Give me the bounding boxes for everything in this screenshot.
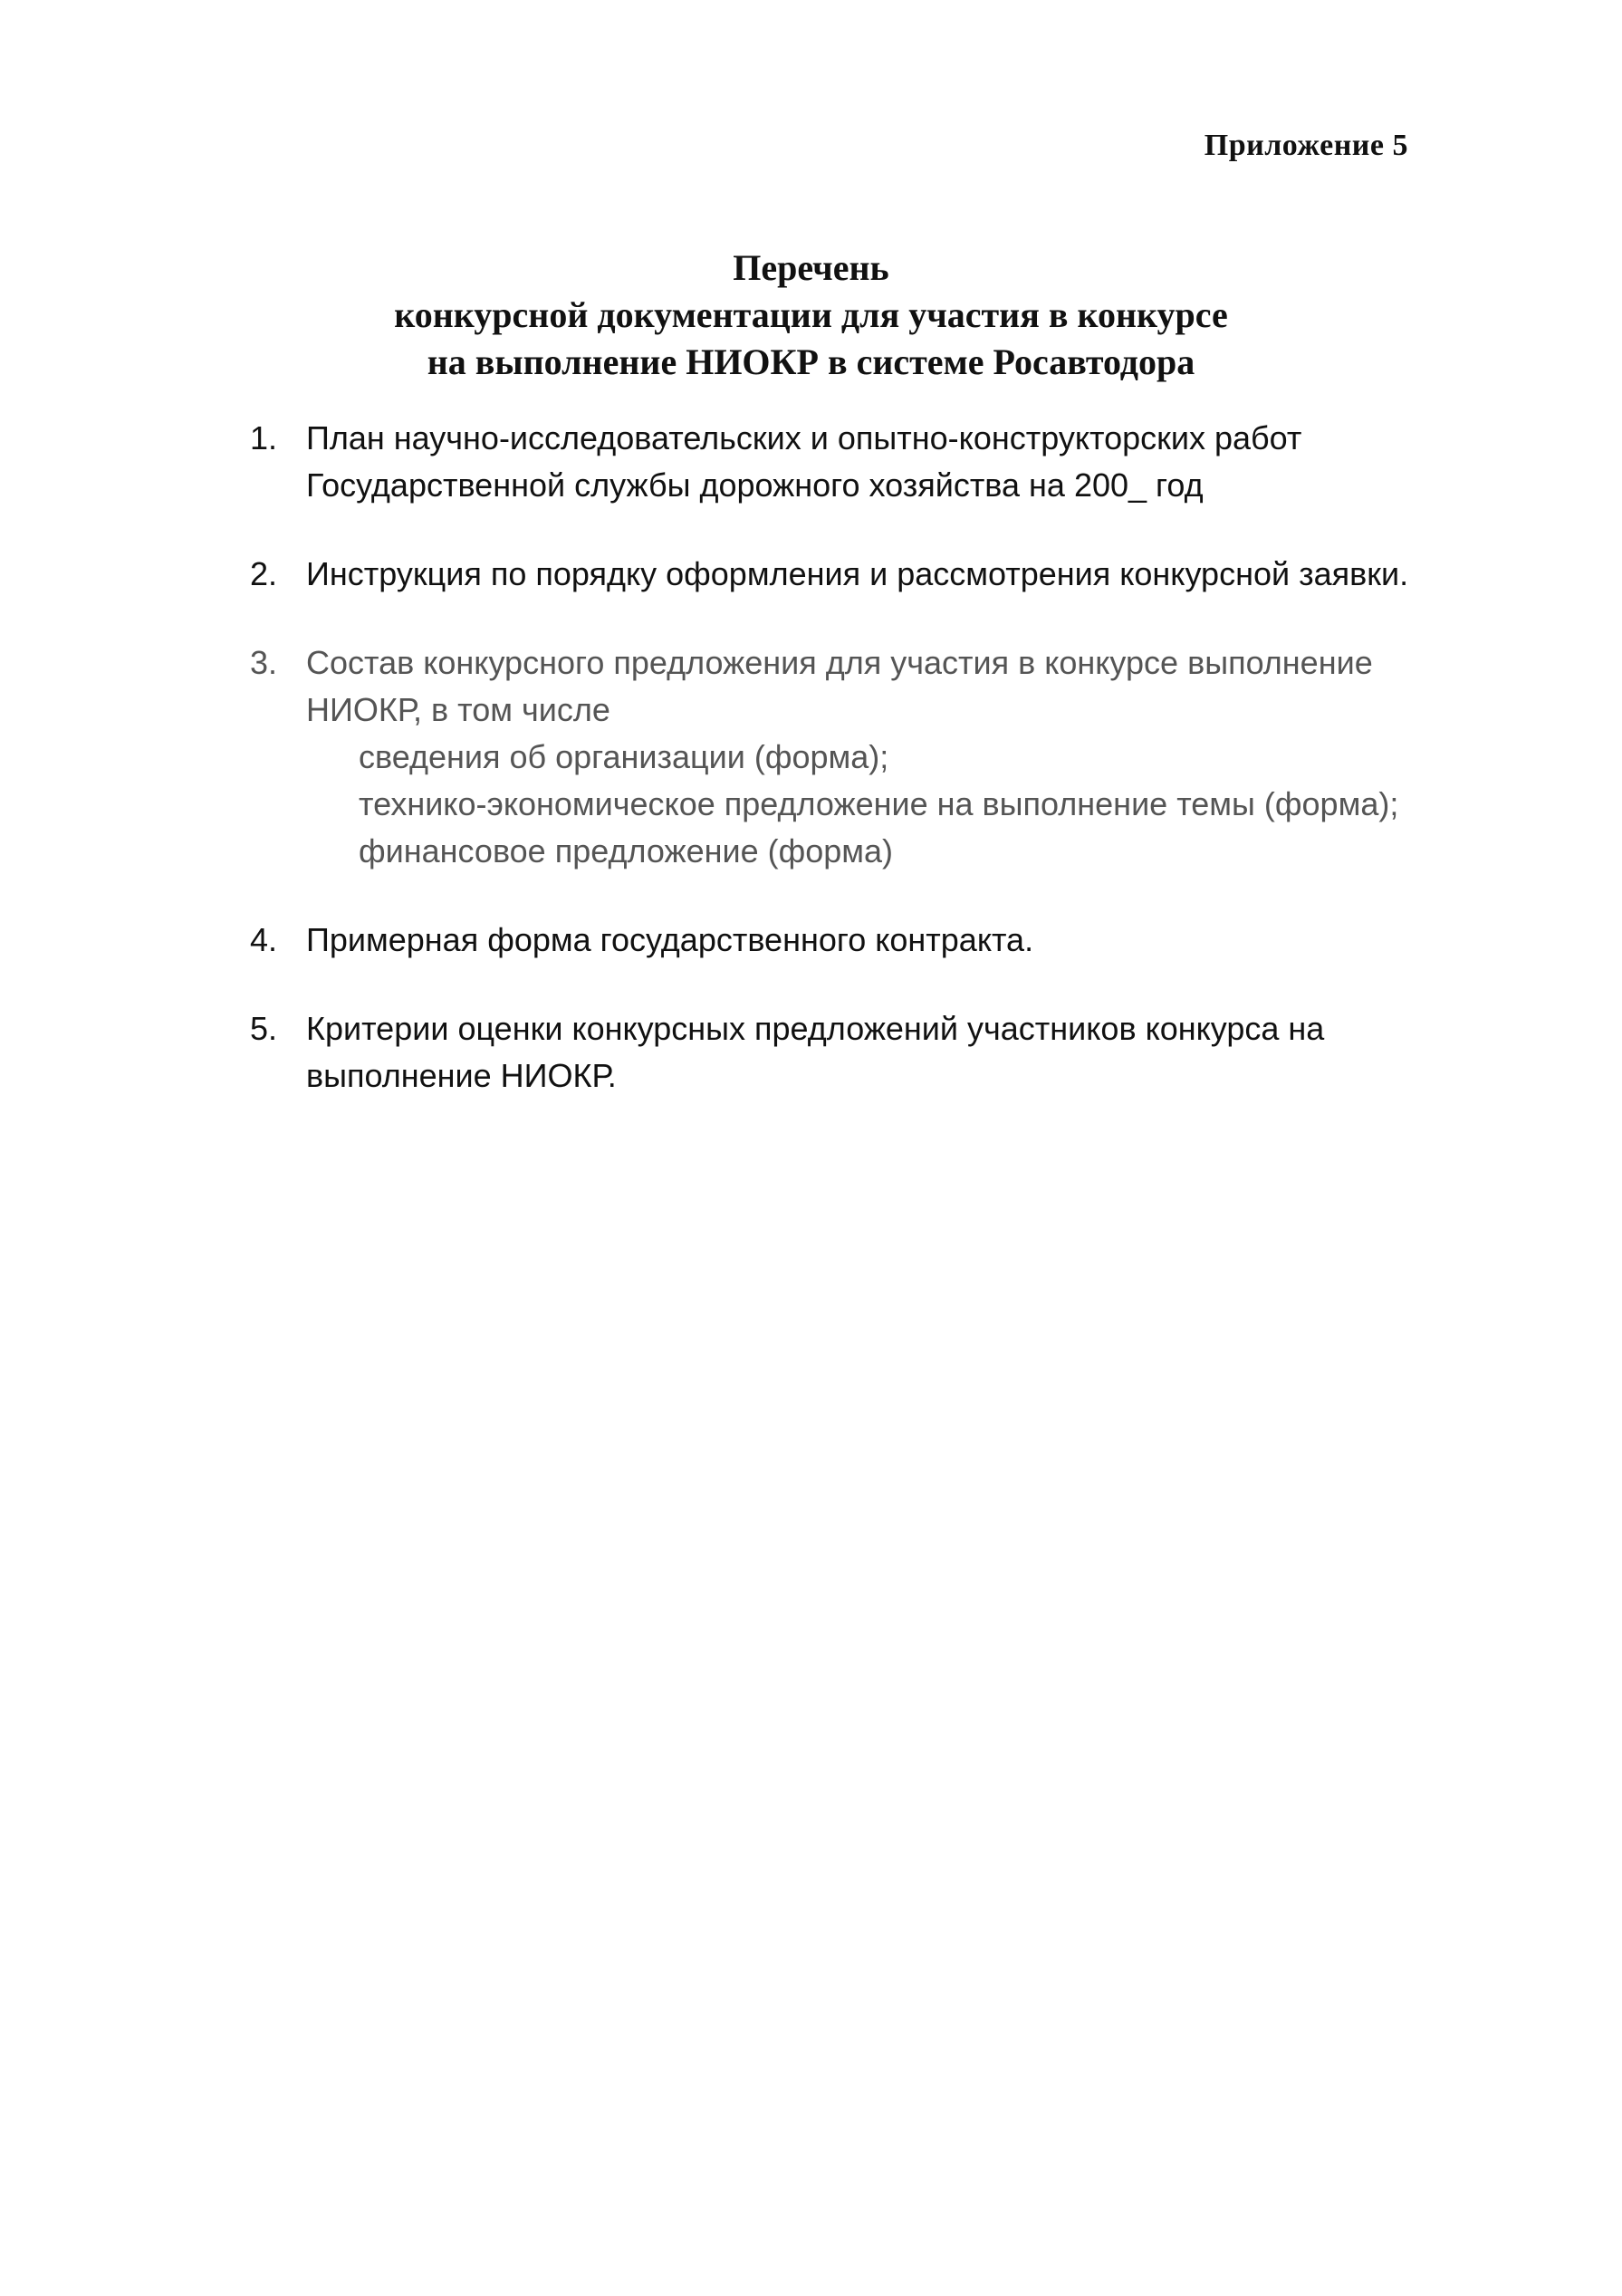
- list-item-number: 2.: [250, 555, 278, 592]
- list-item: [250, 1005, 1418, 1100]
- list-subitem: финансовое предложение (форма): [359, 832, 894, 869]
- list-item-number: 3.: [250, 644, 278, 681]
- title-line-2: конкурсной документации для участия в конкурсе: [394, 294, 1228, 335]
- list-item-text: Инструкция по порядку оформления и рассмотрения конкурсной заявки.: [306, 555, 1409, 592]
- title-line-3: на выполнение НИОКР в системе Росавтодора: [427, 341, 1195, 382]
- list-item-text: Состав конкурсного предложения для участия в конкурсе выполнение НИОКР, в том числе: [306, 644, 1373, 728]
- list-item: [250, 551, 1418, 598]
- list-subitem: сведения об организации (форма);: [359, 738, 889, 775]
- list-subitem: технико-экономическое предложение на выполнение темы (форма);: [359, 785, 1399, 822]
- appendix-label: Приложение 5: [1204, 129, 1408, 162]
- list-item: [250, 415, 1418, 509]
- list-item-text: План научно-исследовательских и опытно-конструкторских работ Государственной службы дорожного хозяйства на 200_ год: [306, 419, 1302, 504]
- list-item-number: 4.: [250, 921, 278, 958]
- list-item-number: 1.: [250, 419, 278, 456]
- title-line-1: Перечень: [733, 247, 889, 288]
- documentation-list: [250, 415, 1418, 1141]
- list-item: [250, 639, 1418, 875]
- list-item-text: Примерная форма государственного контракта.: [306, 921, 1034, 958]
- list-item: [250, 917, 1418, 964]
- list-item-text: Критерии оценки конкурсных предложений участников конкурса на выполнение НИОКР.: [306, 1010, 1325, 1094]
- list-item-number: 5.: [250, 1010, 278, 1047]
- document-title: [0, 245, 1622, 386]
